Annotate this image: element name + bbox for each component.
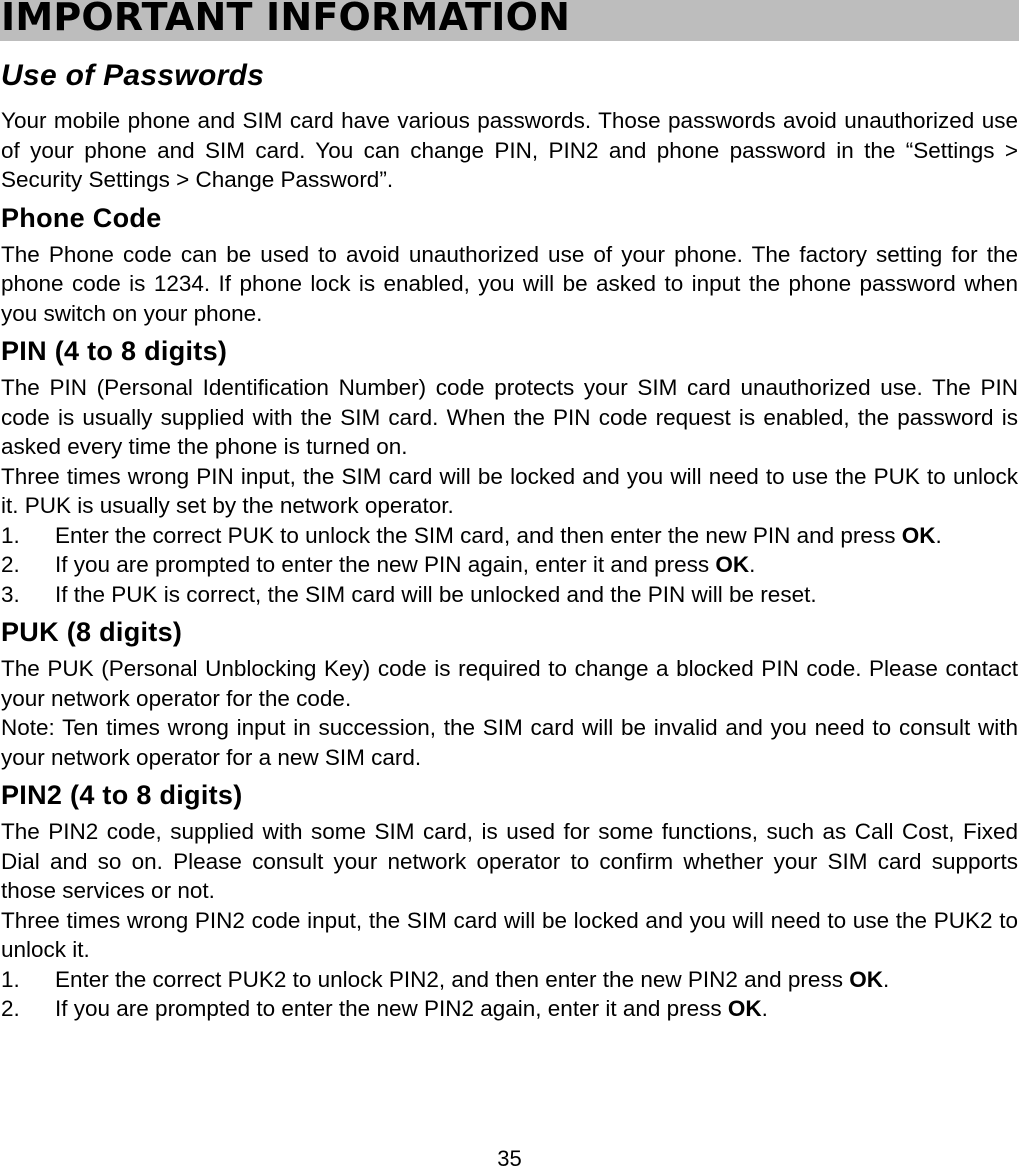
banner-title: IMPORTANT INFORMATION: [1, 0, 571, 39]
page-number: 35: [497, 1146, 522, 1171]
list-item: [1, 580, 1018, 610]
step-end: .: [935, 522, 942, 548]
pin-steps-list: [1, 521, 1018, 610]
page-content: [1, 56, 1018, 1030]
puk-paragraph: The PUK (Personal Unblocking Key) code is required to change a blocked PIN code. Please contact your network operator for the code.: [1, 656, 1018, 711]
step-end: .: [761, 996, 768, 1021]
step-text: If the PUK is correct, the SIM card will be unlocked and the PIN will be reset.: [55, 581, 817, 607]
pin-heading: PIN (4 to 8 digits): [1, 336, 228, 366]
section-banner: [0, 0, 1019, 41]
step-end: .: [749, 552, 756, 577]
pin2-lock-paragraph: Three times wrong PIN2 code input, the SIM card will be locked and you will need to use the PUK2 to unlock it.: [1, 907, 1018, 962]
pin2-heading: PIN2 (4 to 8 digits): [1, 780, 243, 810]
ok-key-label: OK: [715, 552, 750, 577]
step-text: If you are prompted to enter the new PIN again, enter it and press: [55, 552, 716, 577]
pin2-paragraph: The PIN2 code, supplied with some SIM card, is used for some functions, such as Call Cost, Fixed Dial and so on. Please consult your network operator to confirm whether your SIM card supports those services or not.: [1, 819, 1018, 903]
ok-key-label: OK: [849, 966, 883, 992]
puk-heading: PUK (8 digits): [1, 617, 183, 647]
step-number: 1.: [1, 966, 20, 992]
list-item: [1, 550, 1018, 580]
pin-lock-paragraph: Three times wrong PIN input, the SIM card will be locked and you will need to use the PUK to unlock it. PUK is usually set by the network operator.: [1, 463, 1018, 518]
ok-key-label: OK: [727, 996, 762, 1021]
intro-paragraph: Your mobile phone and SIM card have various passwords. Those passwords avoid unauthorized use of your phone and SIM card. You can change PIN, PIN2 and phone password in the “Settings > Security Settings > Change Password”.: [1, 108, 1018, 192]
step-text: If you are prompted to enter the new PIN2 again, enter it and press: [55, 996, 728, 1021]
puk-note-paragraph: Note: Ten times wrong input in succession, the SIM card will be invalid and you need to consult with your network operator for a new SIM card.: [1, 715, 1018, 770]
step-number: 2.: [1, 552, 20, 577]
step-end: .: [882, 966, 890, 992]
page-title: Use of Passwords: [1, 59, 265, 92]
step-number: 2.: [1, 996, 20, 1021]
step-text: Enter the correct PUK2 to unlock PIN2, and then enter the new PIN2 and press: [55, 966, 850, 992]
pin-paragraph: The PIN (Personal Identification Number) code protects your SIM card unauthorized use. The PIN code is usually supplied with the SIM card. When the PIN code request is enabled, the password is asked every time the phone is turned on.: [1, 375, 1018, 459]
step-text: Enter the correct PUK to unlock the SIM card, and then enter the new PIN and press: [55, 522, 902, 548]
pin2-steps-list: [1, 965, 1018, 1024]
list-item: [1, 965, 1018, 995]
step-number: 3.: [1, 581, 20, 607]
step-number: 1.: [1, 522, 20, 548]
phone-code-heading: Phone Code: [1, 202, 162, 233]
phone-code-paragraph: The Phone code can be used to avoid unauthorized use of your phone. The factory setting for the phone code is 1234. If phone lock is enabled, you will be asked to input the phone password when you switch on your phone.: [1, 241, 1018, 326]
list-item: [1, 521, 1018, 551]
ok-key-label: OK: [901, 522, 936, 548]
list-item: [1, 994, 1018, 1024]
